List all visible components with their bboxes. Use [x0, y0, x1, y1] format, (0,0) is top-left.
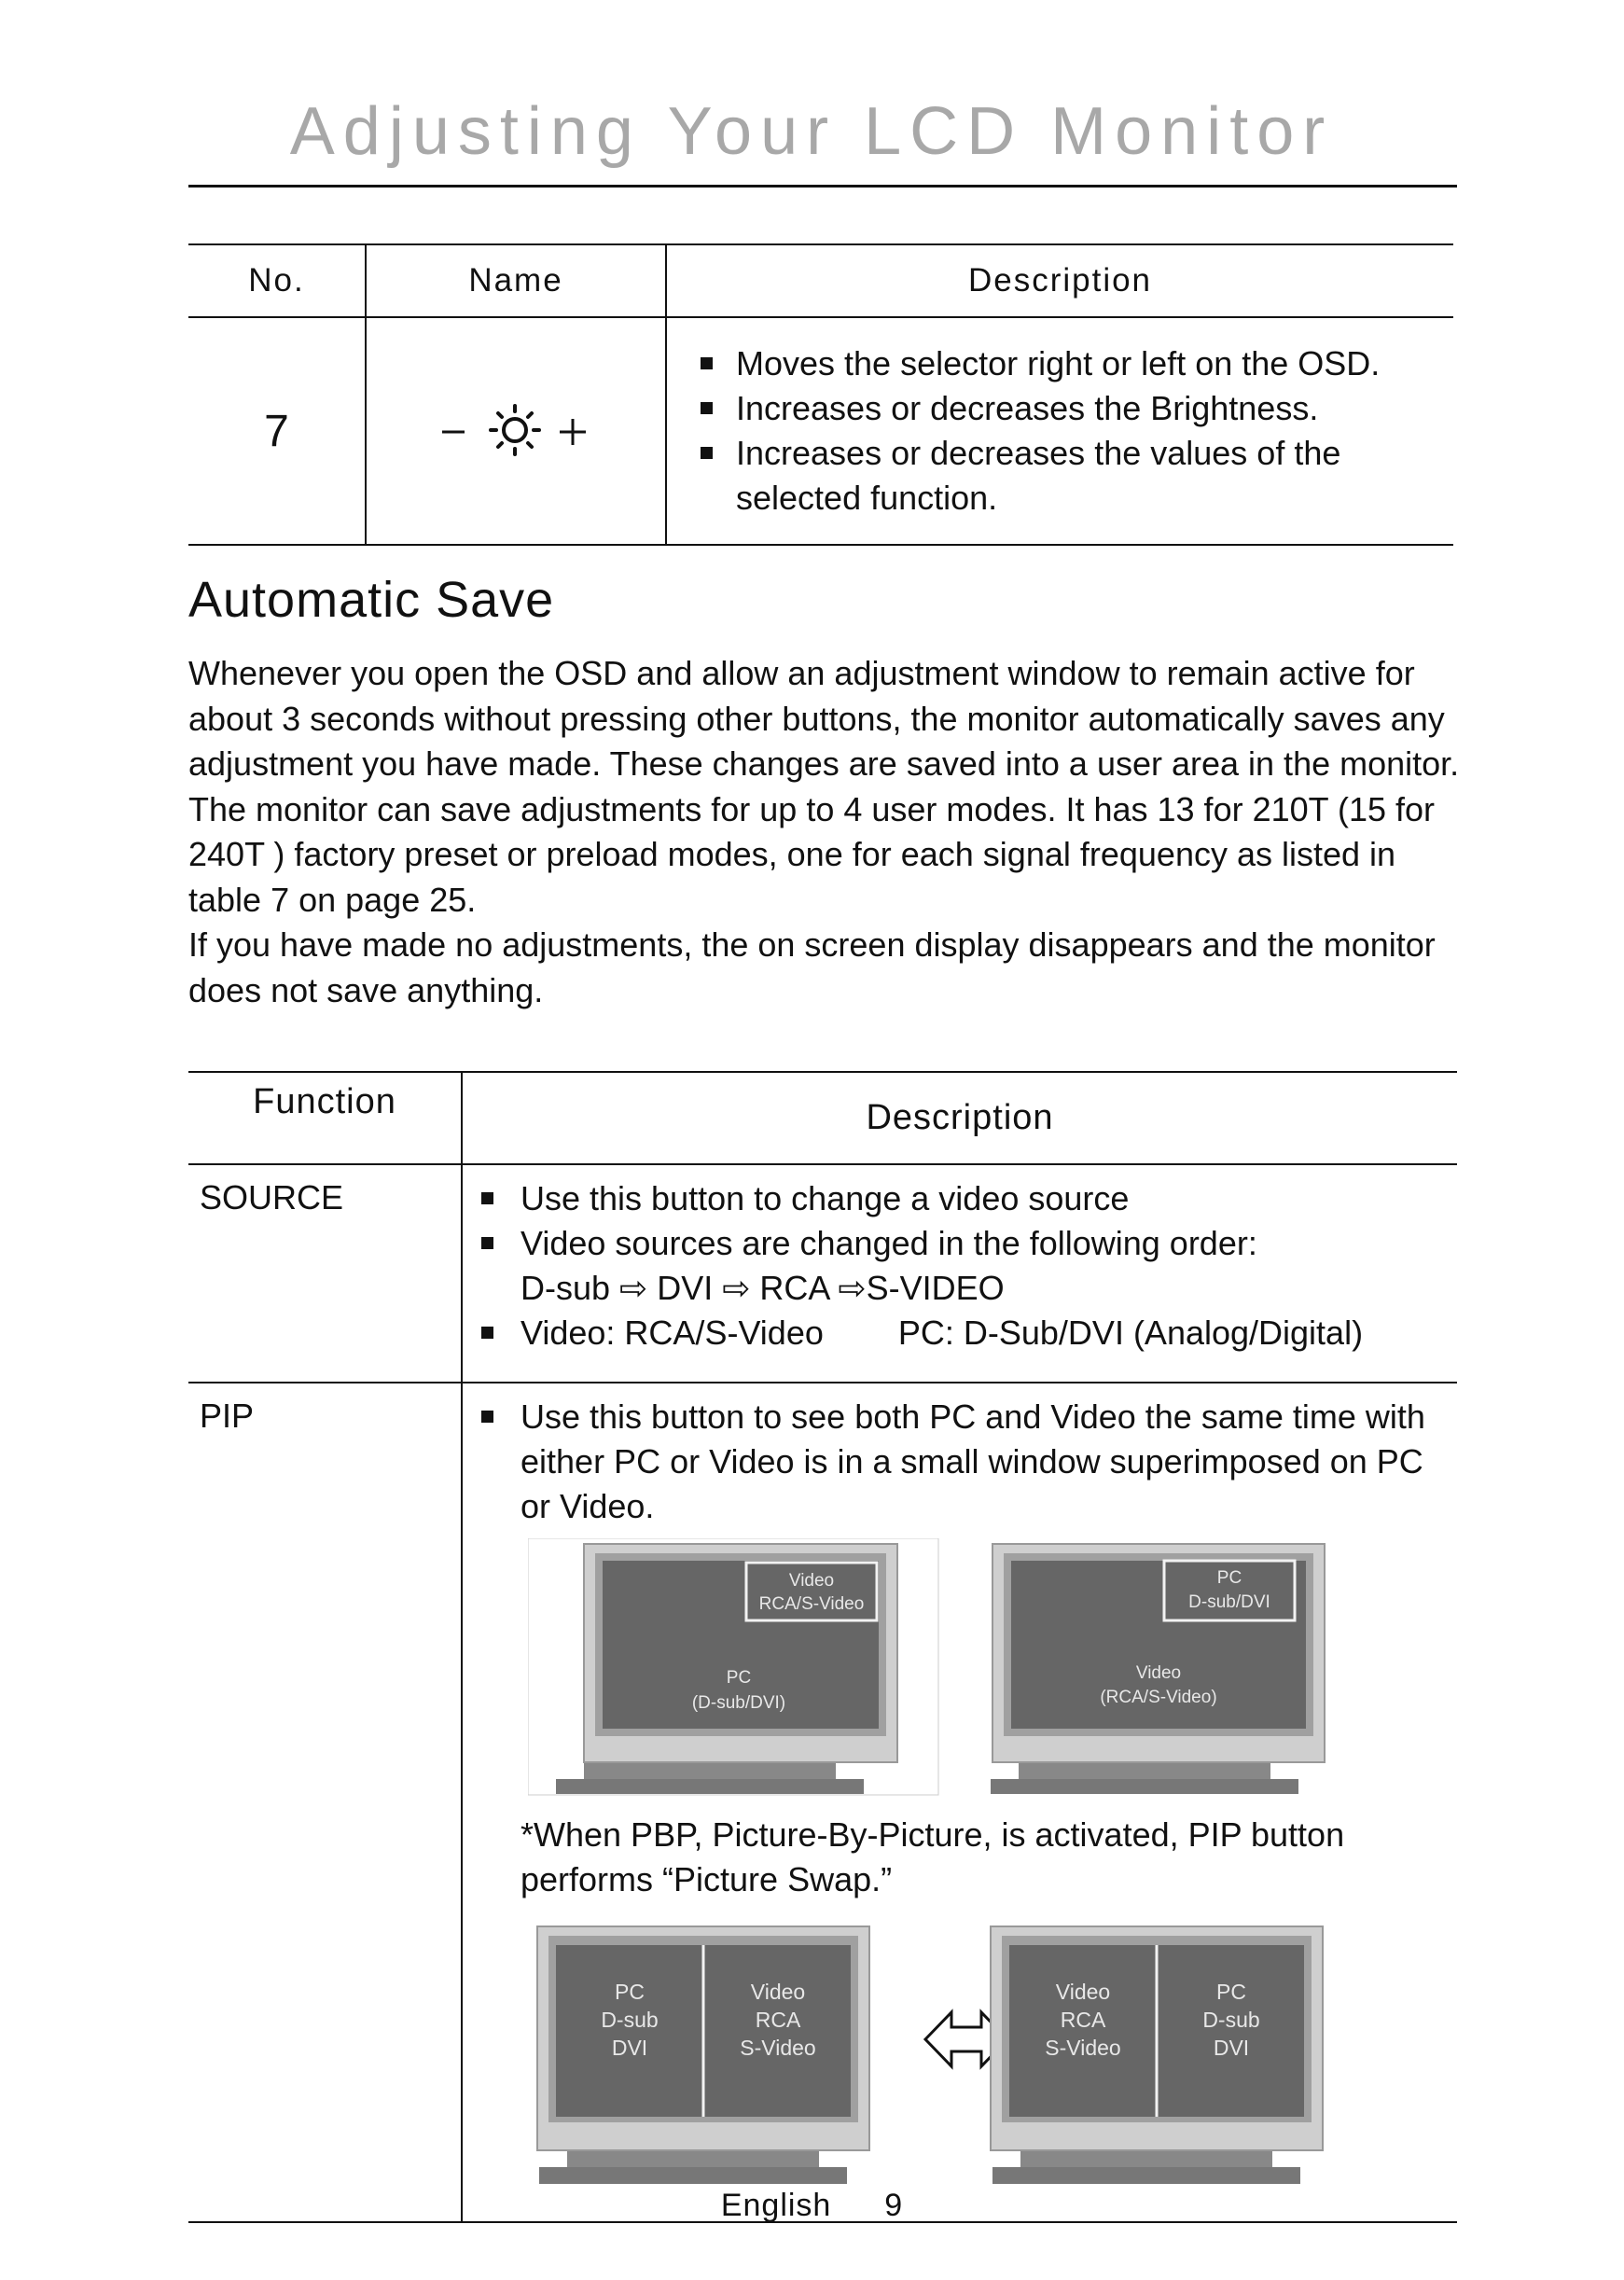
header-name: Name	[366, 244, 666, 317]
source-order-label: Video sources are changed in the following order:	[521, 1224, 1257, 1262]
left-pane-label: DVI	[611, 2036, 648, 2060]
main-label: (RCA/S-Video)	[1100, 1688, 1217, 1707]
list-item: Increases or decreases the values of the selected function.	[686, 431, 1435, 521]
pip-monitor-video-main	[981, 1538, 1354, 1809]
function-description	[462, 1164, 1457, 1383]
right-pane-label: S-Video	[740, 2036, 816, 2060]
left-pane-label: RCA	[1060, 2008, 1106, 2032]
function-description	[462, 1383, 1457, 2222]
table-row	[188, 1383, 1457, 2222]
name-cell	[366, 317, 666, 545]
function-table	[188, 1071, 1457, 2223]
pip-illustration	[472, 1529, 1448, 1800]
paragraph: Whenever you open the OSD and allow an adjustment window to remain active for about 3 seconds without pressing other buttons, the monitor automatically saves any adjustment you have made. These changes are saved into a user area in the monitor.	[188, 654, 1460, 783]
list-item: Moves the selector right or left on the OSD.	[686, 341, 1435, 386]
inset-label: Video	[788, 1571, 835, 1591]
picture-swap-note: *When PBP, Picture-By-Picture, is activated, PIP button performs “Picture Swap.”	[521, 1815, 1345, 1898]
right-pane-label: PC	[1216, 1980, 1246, 2004]
table-row	[188, 1164, 1457, 1383]
header-no: No.	[188, 244, 366, 317]
header-description: Description	[666, 244, 1453, 317]
right-pane-label: D-sub	[1202, 2008, 1260, 2032]
inset-label: D-sub/DVI	[1188, 1592, 1270, 1612]
pip-monitor-pc-main	[528, 1538, 948, 1809]
list-item: Increases or decreases the Brightness.	[686, 386, 1435, 431]
list-item: Use this button to see both PC and Video the same time with either PC or Video is in a small window superimposed on PC or Video.	[472, 1395, 1448, 1529]
header-function: Function	[188, 1072, 462, 1164]
row-number: 7	[188, 317, 366, 545]
list-item	[472, 1311, 1448, 1355]
main-label: PC	[726, 1668, 752, 1688]
right-pane-label: DVI	[1213, 2036, 1250, 2060]
inset-label: PC	[1216, 1568, 1242, 1588]
page-footer	[0, 2188, 1624, 2224]
function-name: PIP	[188, 1383, 462, 2222]
table-row	[188, 317, 1453, 545]
right-pane-label: Video	[750, 1980, 806, 2004]
source-order: D-sub ⇨ DVI ⇨ RCA ⇨S-VIDEO	[521, 1269, 1005, 1307]
footer-language: English	[720, 2188, 832, 2223]
section-heading: Automatic Save	[188, 572, 555, 628]
description-cell	[666, 317, 1453, 545]
page-title: Adjusting Your LCD Monitor	[289, 94, 1334, 169]
pbp-monitor-after	[983, 1923, 1356, 2193]
controls-table	[188, 243, 1453, 546]
minus-brightness-plus-icon	[437, 396, 595, 462]
header-description: Description	[462, 1072, 1457, 1164]
left-pane-label: Video	[1055, 1980, 1111, 2004]
main-label: (D-sub/DVI)	[691, 1693, 786, 1713]
left-pane-label: D-sub	[601, 2008, 659, 2032]
right-pane-label: RCA	[755, 2008, 801, 2032]
left-pane-label: PC	[615, 1980, 645, 2004]
paragraph: If you have made no adjustments, the on screen display disappears and the monitor does not save anything.	[188, 925, 1436, 1009]
paragraph: The monitor can save adjustments for up to 4 user modes. It has 13 for 210T (15 for 240T ) factory preset or preload modes, one for each signal frequency as listed in table 7 on page 25.	[188, 789, 1436, 919]
body-text	[188, 651, 1466, 1013]
list-item	[472, 1221, 1448, 1311]
video-sources: Video: RCA/S-Video	[521, 1314, 824, 1352]
function-name: SOURCE	[188, 1164, 462, 1383]
pbp-illustration	[472, 1923, 1448, 2203]
main-label: Video	[1135, 1663, 1182, 1683]
page-number: 9	[884, 2188, 904, 2223]
title-rule	[188, 185, 1457, 188]
inset-label: RCA/S-Video	[758, 1594, 865, 1614]
left-pane-label: S-Video	[1045, 2036, 1121, 2060]
pc-sources: PC: D-Sub/DVI (Analog/Digital)	[897, 1314, 1364, 1352]
list-item: Use this button to change a video source	[472, 1176, 1448, 1221]
pbp-monitor-before	[530, 1923, 903, 2193]
